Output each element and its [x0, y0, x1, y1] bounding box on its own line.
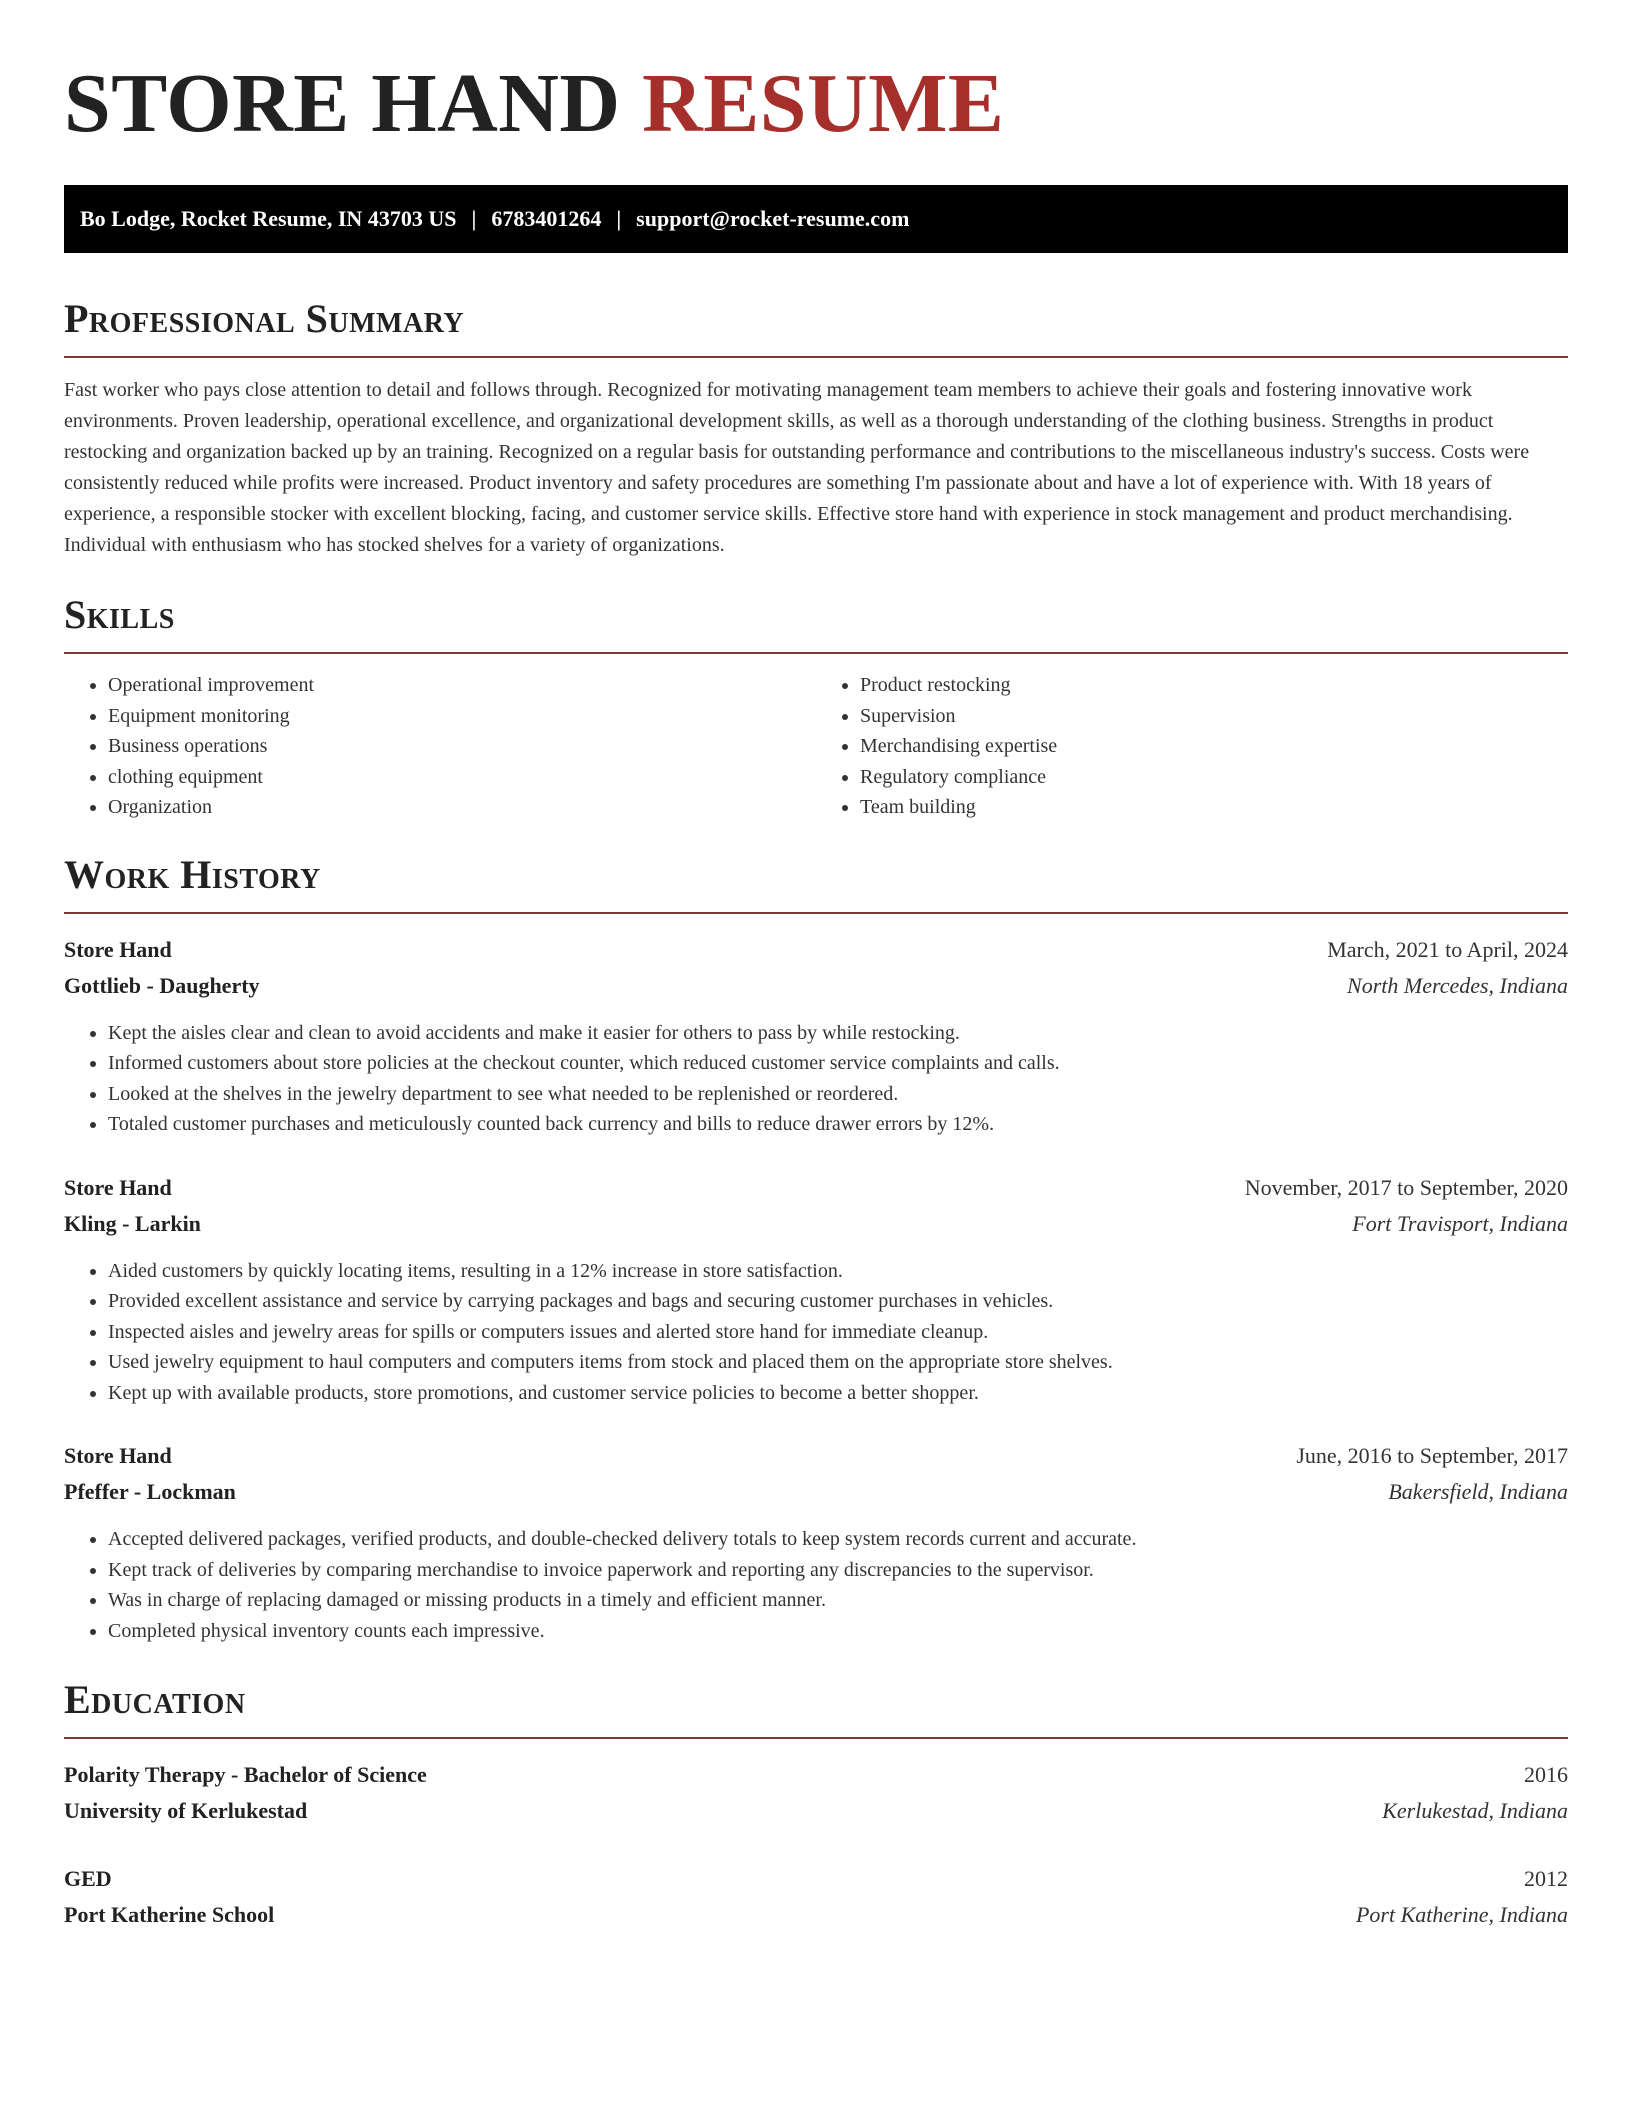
education-school: Port Katherine School [64, 1902, 275, 1927]
resume-title [64, 56, 1568, 152]
job-bullet: • Accepted delivered packages, verified products, and double-checked delivery totals to keep system records current and accurate. [108, 1524, 1568, 1555]
job-company: Gottlieb - Daugherty [64, 972, 260, 998]
job-title-row [64, 932, 1568, 968]
skill-item: • Organization [108, 792, 816, 823]
job-location: Bakersfield, Indiana [1388, 1479, 1568, 1504]
title-main: STORE HAND [64, 57, 621, 150]
job-entry [64, 1438, 1568, 1646]
job-bullet: • Informed customers about store policies at the checkout counter, which reduced customer service complaints and calls. [108, 1048, 1568, 1079]
job-bullet: • Looked at the shelves in the jewelry department to see what needed to be replenished or reordered. [108, 1079, 1568, 1110]
summary-text: Fast worker who pays close attention to detail and follows through. Recognized for motivating management team members to achieve their goals and fostering innovative work environments. Proven leadership, operational excellence, and organizational development skills, as well as a thorough understanding of the clothing business. Strengths in product restocking and organization backed up by an training. Recognized on a regular basis for outstanding performance and contributions to the miscellaneous industry's success. Costs were consistently reduced while profits were increased. Product inventory and safety procedures are something I'm passionate about and have a lot of experience with. With 18 years of experience, a responsible stocker with excellent blocking, facing, and customer service skills. Effective store hand with experience in stock management and product merchandising. Individual with enthusiasm who has stocked shelves for a variety of organizations. [64, 379, 1530, 556]
summary-section [64, 297, 1568, 561]
contact-bar [64, 185, 1568, 253]
section-divider [64, 912, 1568, 914]
job-dates: March, 2021 to April, 2024 [1327, 936, 1568, 962]
education-entry [64, 1757, 1568, 1829]
job-bullets [64, 1018, 1568, 1140]
title-accent: RESUME [642, 57, 1005, 150]
contact-phone: 6783401264 [491, 206, 602, 231]
section-divider [64, 652, 1568, 654]
skills-list-left [64, 670, 816, 823]
job-dates: November, 2017 to September, 2020 [1244, 1174, 1568, 1200]
job-bullet: • Provided excellent assistance and service by carrying packages and bags and securing customer purchases in vehicles. [108, 1286, 1568, 1317]
job-bullet: • Kept track of deliveries by comparing merchandise to invoice paperwork and reporting any discrepancies to the supervisor. [108, 1555, 1568, 1586]
section-divider [64, 1737, 1568, 1739]
skill-item: • Operational improvement [108, 670, 816, 701]
skill-item: • Supervision [860, 701, 1568, 732]
skills-section [64, 593, 1568, 823]
skills-columns [64, 670, 1568, 823]
job-bullet: • Inspected aisles and jewelry areas for spills or computers issues and alerted store hand for immediate cleanup. [108, 1317, 1568, 1348]
education-school-row [64, 1793, 1568, 1829]
job-entry [64, 1170, 1568, 1409]
job-title-row [64, 1170, 1568, 1206]
job-company: Kling - Larkin [64, 1210, 201, 1236]
job-bullets [64, 1256, 1568, 1409]
job-company-row [64, 1206, 1568, 1242]
job-bullet: • Was in charge of replacing damaged or missing products in a timely and efficient manner. [108, 1585, 1568, 1616]
contact-separator: | [616, 206, 622, 231]
job-bullet: • Completed physical inventory counts each impressive. [108, 1616, 1568, 1647]
job-location: Fort Travisport, Indiana [1352, 1210, 1568, 1236]
skill-item: • Business operations [108, 731, 816, 762]
contact-separator: | [471, 206, 477, 231]
skill-item: • Equipment monitoring [108, 701, 816, 732]
education-year: 2016 [1524, 1762, 1568, 1787]
job-company: Pfeffer - Lockman [64, 1479, 236, 1504]
job-title: Store Hand [64, 1174, 172, 1200]
job-bullets [64, 1524, 1568, 1646]
job-bullet: • Aided customers by quickly locating items, resulting in a 12% increase in store satisfaction. [108, 1256, 1568, 1287]
summary-heading: Professional Summary [64, 296, 465, 341]
education-section [64, 1678, 1568, 1933]
job-location: North Mercedes, Indiana [1347, 972, 1568, 998]
education-school: University of Kerlukestad [64, 1798, 308, 1823]
education-entry [64, 1861, 1568, 1933]
job-bullet: • Kept up with available products, store promotions, and customer service policies to become a better shopper. [108, 1378, 1568, 1409]
job-bullet: • Used jewelry equipment to haul computers and computers items from stock and placed them on the appropriate store shelves. [108, 1347, 1568, 1378]
job-title: Store Hand [64, 936, 172, 962]
skill-item: • Product restocking [860, 670, 1568, 701]
skills-list-right [816, 670, 1568, 823]
job-company-row [64, 968, 1568, 1004]
job-title-row [64, 1438, 1568, 1474]
job-bullet: • Kept the aisles clear and clean to avoid accidents and make it easier for others to pass by while restocking. [108, 1018, 1568, 1049]
education-degree-row [64, 1861, 1568, 1897]
skills-heading: Skills [64, 592, 175, 637]
skill-item: • Merchandising expertise [860, 731, 1568, 762]
work-history-section [64, 853, 1568, 1647]
skill-item: • Team building [860, 792, 1568, 823]
job-entry [64, 932, 1568, 1140]
contact-address: Bo Lodge, Rocket Resume, IN 43703 US [80, 206, 457, 231]
job-company-row [64, 1474, 1568, 1510]
education-degree: Polarity Therapy - Bachelor of Science [64, 1762, 427, 1787]
job-bullet: • Totaled customer purchases and meticulously counted back currency and bills to reduce drawer errors by 12%. [108, 1109, 1568, 1140]
education-location: Port Katherine, Indiana [1355, 1902, 1568, 1927]
work-history-heading: Work History [64, 851, 321, 897]
job-dates: June, 2016 to September, 2017 [1296, 1443, 1568, 1468]
job-title: Store Hand [64, 1443, 172, 1468]
contact-email: support@rocket-resume.com [636, 206, 910, 231]
education-year: 2012 [1524, 1866, 1568, 1891]
education-school-row [64, 1897, 1568, 1933]
education-location: Kerlukestad, Indiana [1382, 1798, 1568, 1823]
skill-item: • Regulatory compliance [860, 762, 1568, 793]
education-degree-row [64, 1757, 1568, 1793]
skill-item: • clothing equipment [108, 762, 816, 793]
education-degree: GED [64, 1866, 112, 1891]
section-divider [64, 356, 1568, 358]
education-heading: Education [64, 1677, 246, 1722]
